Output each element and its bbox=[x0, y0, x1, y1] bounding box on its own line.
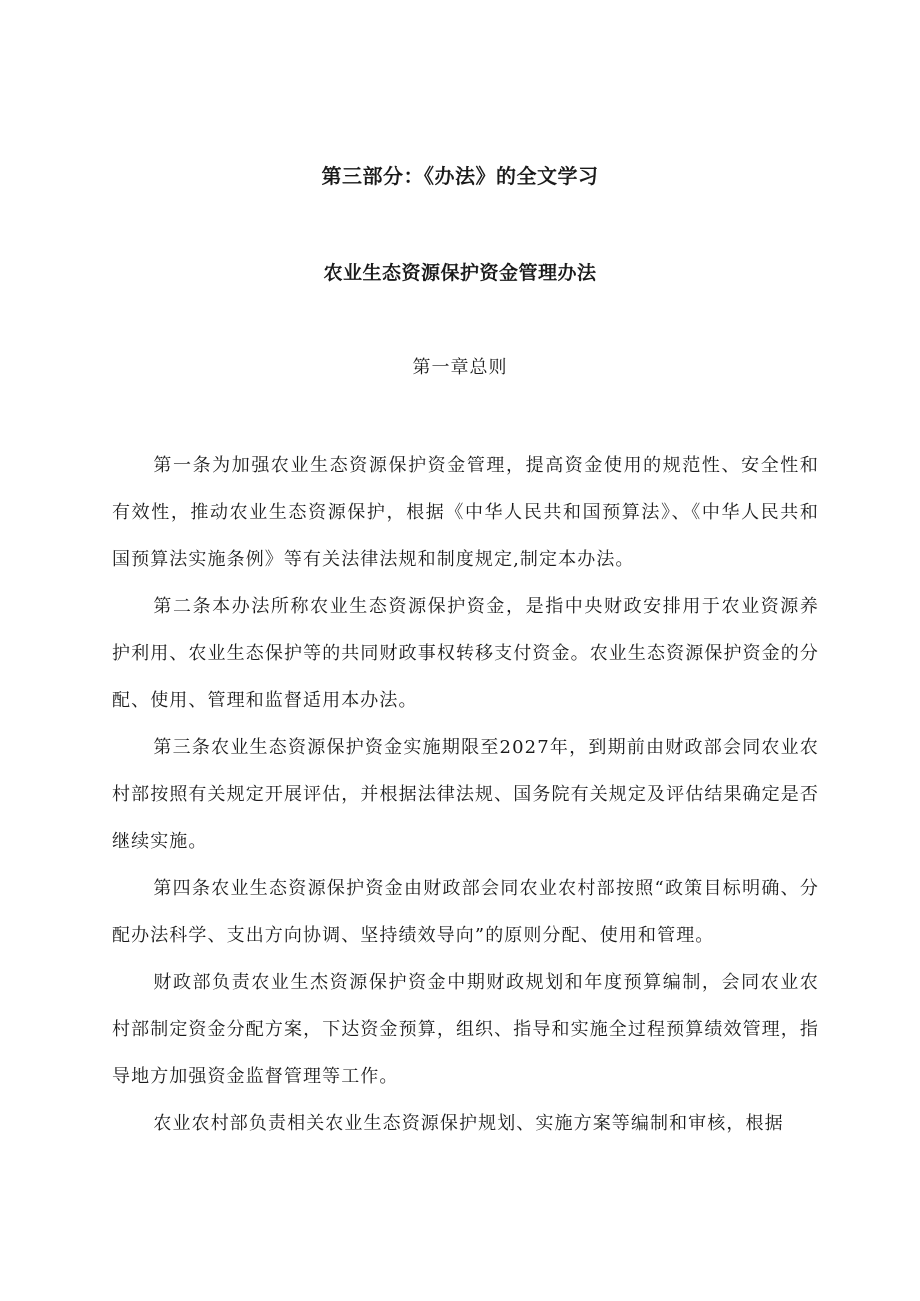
document-title: 农业生态资源保护资金管理办法 bbox=[323, 262, 597, 284]
chapter-title: 第一章总则 bbox=[412, 357, 508, 378]
paragraph-article-3: 第三条农业生态资源保护资金实施期限至2027年，到期前由财政部会同农业农村部按照有关规定开展评估，并根据法律法规、国务院有关规定及评估结果确定是否继续实施。 bbox=[112, 737, 819, 852]
paragraph-article-1: 第一条为加强农业生态资源保护资金管理，提高资金使用的规范性、安全性和有效性，推动农业生态资源保护，根据《中华人民共和国预算法》、《中华人民共和国预算法实施条例》等有关法律法规和制度规定,制定本办法。 bbox=[112, 455, 819, 570]
paragraph-article-4: 第四条农业生态资源保护资金由财政部会同农业农村部按照“政策目标明确、分配办法科学、支出方向协调、坚持绩效导向”的原则分配、使用和管理。 bbox=[112, 878, 819, 946]
part-title: 第三部分：《办法》的全文学习 bbox=[321, 164, 599, 188]
paragraph-agriculture-ministry: 农业农村部负责相关农业生态资源保护规划、实施方案等编制和审核，根据 bbox=[153, 1113, 784, 1134]
paragraph-article-2: 第二条本办法所称农业生态资源保护资金，是指中央财政安排用于农业资源养护利用、农业生态保护等的共同财政事权转移支付资金。农业生态资源保护资金的分配、使用、管理和监督适用本办法。 bbox=[112, 596, 819, 711]
body-text bbox=[112, 442, 819, 1147]
paragraph-finance-ministry: 财政部负责农业生杰资源保护资金中期财政规划和年度预算编制，会同农业农村部制定资金分配方案，下达资金预算，组织、指导和实施全过程预算绩效管理，指导地方加强资金监督管理等工作。 bbox=[112, 972, 819, 1087]
